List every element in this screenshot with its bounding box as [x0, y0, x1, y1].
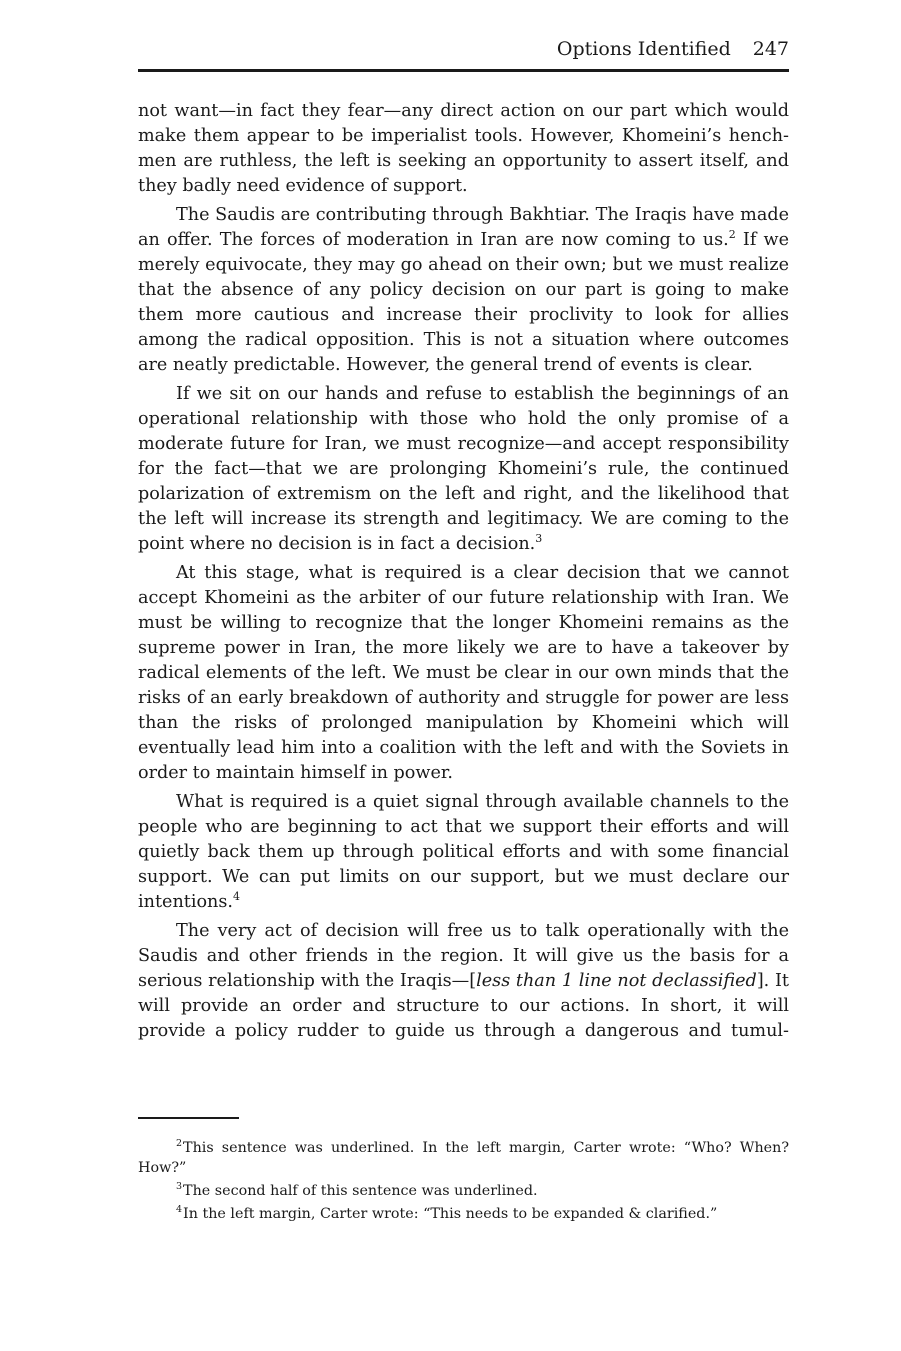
footnote-2-number: 2 [176, 1138, 183, 1149]
paragraph-2-text-b: If we merely equivocate, they may go ahead on their own; but we must realize that the absence of any policy decision on our part is going to make them more cautious and increase their proclivity to look for allies among the radical opposition. This is not a situation where outcomes are neatly predictable. However, the general trend of events is clear. [138, 230, 789, 375]
footnote-3-number: 3 [176, 1181, 183, 1192]
paragraph-6 [138, 919, 789, 1044]
paragraph-1-text: not want—in fact they fear—any direct action on our part which would make them appear to be imperialist tools. However, Khomeini’s hench-men are ruthless, the left is seeking an opportunity to assert itself, and they badly need evidence of support. [138, 101, 789, 196]
footnote-2 [138, 1138, 789, 1178]
running-title: Options Identified [556, 38, 731, 60]
footnote-3-text: The second half of this sentence was underlined. [183, 1183, 538, 1199]
paragraph-3 [138, 382, 789, 557]
footnote-4-text: In the left margin, Carter wrote: “This needs to be expanded & clarified.” [183, 1206, 718, 1222]
paragraph-4 [138, 561, 789, 786]
paragraph-6-text-b: ]. It will provide an order and structure to our actions. In short, it will provide a policy rudder to guide us through a dangerous and tumul- [138, 971, 789, 1041]
footnote-3 [138, 1181, 789, 1201]
paragraph-6-redaction-note: less than 1 line not declassified [476, 971, 757, 991]
footnote-4 [138, 1204, 789, 1224]
paragraph-4-text: At this stage, what is required is a clear decision that we cannot accept Khomeini as the arbiter of our future relationship with Iran. We must be willing to recognize that the longer Khomeini remains as the supreme power in Iran, the more likely we are to have a takeover by radical elements of the left. We must be clear in our own minds that the risks of an early breakdown of authority and struggle for power are less than the risks of prolonged manipulation by Khomeini which will eventually lead him into a coalition with the left and with the Soviets in order to maintain himself in power. [138, 563, 789, 783]
header-rule [138, 69, 789, 72]
main-text [138, 99, 789, 1044]
paragraph-5-text: What is required is a quiet signal through available channels to the people who are beginning to act that we support their efforts and will quietly back them up through political efforts and with some financial support. We can put limits on our support, but we must declare our intentions. [138, 792, 789, 912]
paragraph-5 [138, 790, 789, 915]
footnote-ref-4[interactable]: 4 [233, 890, 241, 903]
footnote-ref-3[interactable]: 3 [535, 532, 543, 545]
footnote-4-number: 4 [176, 1204, 183, 1215]
running-head [138, 36, 789, 62]
footnotes [138, 1138, 789, 1227]
paragraph-3-text: If we sit on our hands and refuse to establish the beginnings of an operational relationship with those who hold the only promise of a moderate future for Iran, we must recognize—and accept responsibility for the fact—that we are prolonging Khomeini’s rule, the continued polarization of extremism on the left and right, and the likelihood that the left will increase its strength and legitimacy. We are coming to the point where no decision is in fact a decision. [138, 384, 789, 554]
paragraph-2-text-a: The Saudis are contributing through Bakhtiar. The Iraqis have made an offer. The forces of moderation in Iran are now coming to us. [138, 205, 789, 250]
paragraph-2 [138, 203, 789, 378]
paragraph-6-text-a: The very act of decision will free us to talk operationally with the Saudis and other friends in the region. It will give us the basis for a serious relationship with the Iraqis—[ [138, 921, 789, 991]
paragraph-1 [138, 99, 789, 199]
footnote-2-text: This sentence was underlined. In the left margin, Carter wrote: “Who? When? How?” [138, 1140, 789, 1176]
footnote-ref-2[interactable]: 2 [728, 228, 736, 241]
page-number: 247 [752, 38, 789, 60]
footnote-rule [138, 1117, 239, 1119]
